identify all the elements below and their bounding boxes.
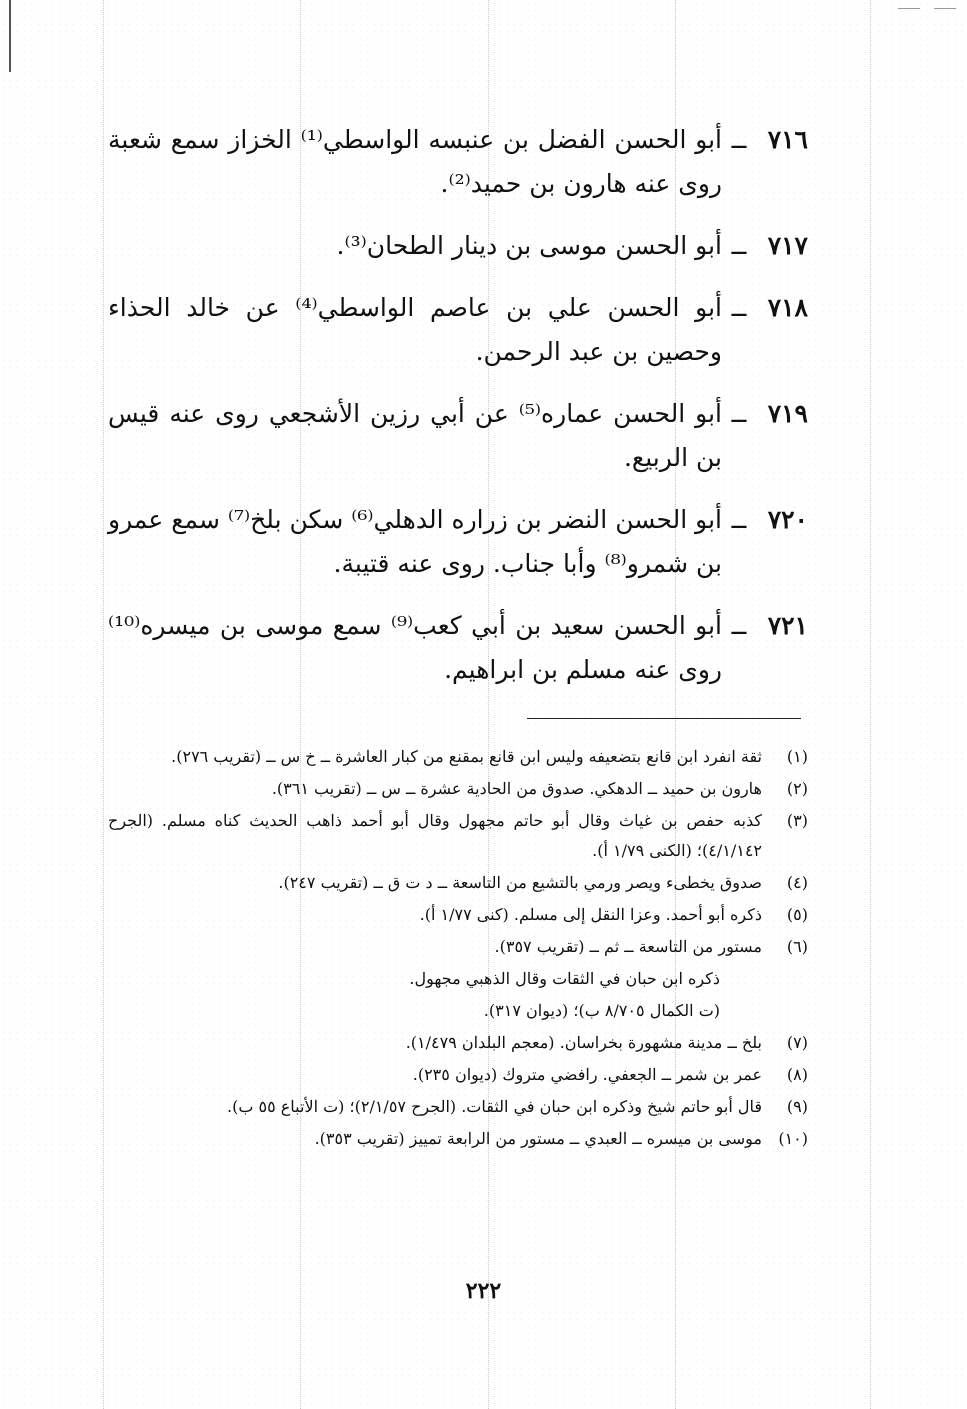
entry-number: ٧١٧ [767, 231, 808, 260]
entry-dash: ــ [731, 293, 747, 322]
scan-guide-line [103, 0, 104, 1409]
footnote-number: (٥) [786, 905, 808, 924]
entry-text: أبو الحسن موسى بن دينار الطحان⁽³⁾. [336, 231, 722, 260]
footnote-number: (٦) [786, 937, 808, 956]
entry-text: أبو الحسن النضر بن زراره الدهلي⁽⁶⁾ سكن بلخ⁽⁷⁾ سمع عمرو بن شمرو⁽⁸⁾ وأبا جناب. روى عنه قتيبة. [108, 505, 722, 578]
footnote-6-continuation [108, 964, 808, 994]
entry-dash: ــ [731, 231, 747, 260]
footnote-number: (١٠) [778, 1129, 808, 1148]
footnote-4 [108, 868, 808, 898]
scan-corner-mark [934, 8, 956, 9]
footnote-6-continuation [108, 996, 808, 1026]
footnote-text: هارون بن حميد ــ الدهكي. صدوق من الحادية عشرة ــ س ــ (تقريب ٣٦١). [271, 779, 762, 798]
footnote-8 [108, 1060, 808, 1090]
footnote-text: عمر بن شمر ــ الجعفي. رافضي متروك (ديوان ٢٣٥). [412, 1065, 762, 1084]
footnote-number: (٣) [786, 811, 808, 830]
footnote-number: (١) [786, 747, 808, 766]
entry-dash: ــ [731, 505, 747, 534]
footnote-text: مستور من التاسعة ــ ثم ــ (تقريب ٣٥٧). [494, 937, 762, 956]
footnote-number: (٨) [786, 1065, 808, 1084]
footnote-number: (٢) [786, 779, 808, 798]
entry-717 [108, 224, 808, 268]
entry-text: أبو الحسن سعيد بن أبي كعب⁽⁹⁾ سمع موسى بن ميسره⁽¹⁰⁾ روى عنه مسلم بن ابراهيم. [108, 611, 722, 684]
entry-number: ٧١٨ [767, 293, 808, 322]
entry-text: أبو الحسن علي بن عاصم الواسطي⁽⁴⁾ عن خالد الحذاء وحصين بن عبد الرحمن. [108, 293, 722, 366]
scan-margin-bar [9, 0, 11, 72]
entry-dash: ــ [731, 611, 747, 640]
entry-720 [108, 498, 808, 586]
footnote-9 [108, 1092, 808, 1122]
scan-corner-mark [898, 8, 920, 9]
footnote-6 [108, 932, 808, 962]
main-text [108, 118, 808, 710]
footnote-text: (ت الكمال ٨/٧٠٥ ب)؛ (ديوان ٣١٧). [483, 1001, 720, 1020]
footnote-text: كذبه حفص بن غياث وقال أبو حاتم مجهول وقال أبو أحمد ذاهب الحديث كناه مسلم. (الجرح ٤/١/١٤٢)؛ (الكنى ١/٧٩ أ). [108, 811, 762, 860]
footnotes [108, 742, 808, 1156]
footnote-1 [108, 742, 808, 772]
footnote-text: موسى بن ميسره ــ العبدي ــ مستور من الرابعة تمييز (تقريب ٣٥٣). [314, 1129, 762, 1148]
entry-718 [108, 286, 808, 374]
entry-number: ٧١٩ [767, 399, 808, 428]
footnote-number: (٩) [786, 1097, 808, 1116]
footnote-text: بلخ ــ مدينة مشهورة بخراسان. (معجم البلدان ١/٤٧٩). [405, 1033, 762, 1052]
scan-guide-line [870, 0, 871, 1409]
footnote-text: صدوق يخطىء ويصر ورمي بالتشيع من التاسعة ــ د ت ق ــ (تقريب ٢٤٧). [278, 873, 762, 892]
entry-number: ٧٢٠ [767, 505, 808, 534]
entry-dash: ــ [731, 125, 747, 154]
entry-text: أبو الحسن الفضل بن عنبسه الواسطي⁽¹⁾ الخزاز سمع شعبة روى عنه هارون بن حميد⁽²⁾. [108, 125, 723, 198]
footnote-separator [527, 718, 801, 719]
entry-721 [108, 604, 808, 692]
footnote-10 [108, 1124, 808, 1154]
footnote-text: ذكره ابن حبان في الثقات وقال الذهبي مجهول. [409, 969, 720, 988]
footnote-number: (٤) [786, 873, 808, 892]
footnote-3 [108, 806, 808, 866]
footnote-text: قال أبو حاتم شيخ وذكره ابن حبان في الثقات. (الجرح ٢/١/٥٧)؛ (ت الأتباع ٥٥ ب). [227, 1097, 762, 1116]
footnote-7 [108, 1028, 808, 1058]
footnote-number: (٧) [786, 1033, 808, 1052]
entry-dash: ــ [731, 399, 747, 428]
footnote-text: ثقة انفرد ابن قانع بتضعيفه وليس ابن قانع بمقنع من كبار العاشرة ــ خ س ــ (تقريب ٢٧٦). [171, 747, 762, 766]
footnote-text: ذكره أبو أحمد. وعزا النقل إلى مسلم. (كنى ١/٧٧ أ). [419, 905, 762, 924]
page-number: ٢٢٢ [465, 1278, 502, 1304]
footnote-5 [108, 900, 808, 930]
entry-719 [108, 392, 808, 480]
footnote-2 [108, 774, 808, 804]
entry-716 [108, 118, 808, 206]
entry-number: ٧٢١ [767, 611, 808, 640]
entry-number: ٧١٦ [767, 125, 808, 154]
entry-text: أبو الحسن عماره⁽⁵⁾ عن أبي رزين الأشجعي روى عنه قيس بن الربيع. [108, 399, 722, 472]
